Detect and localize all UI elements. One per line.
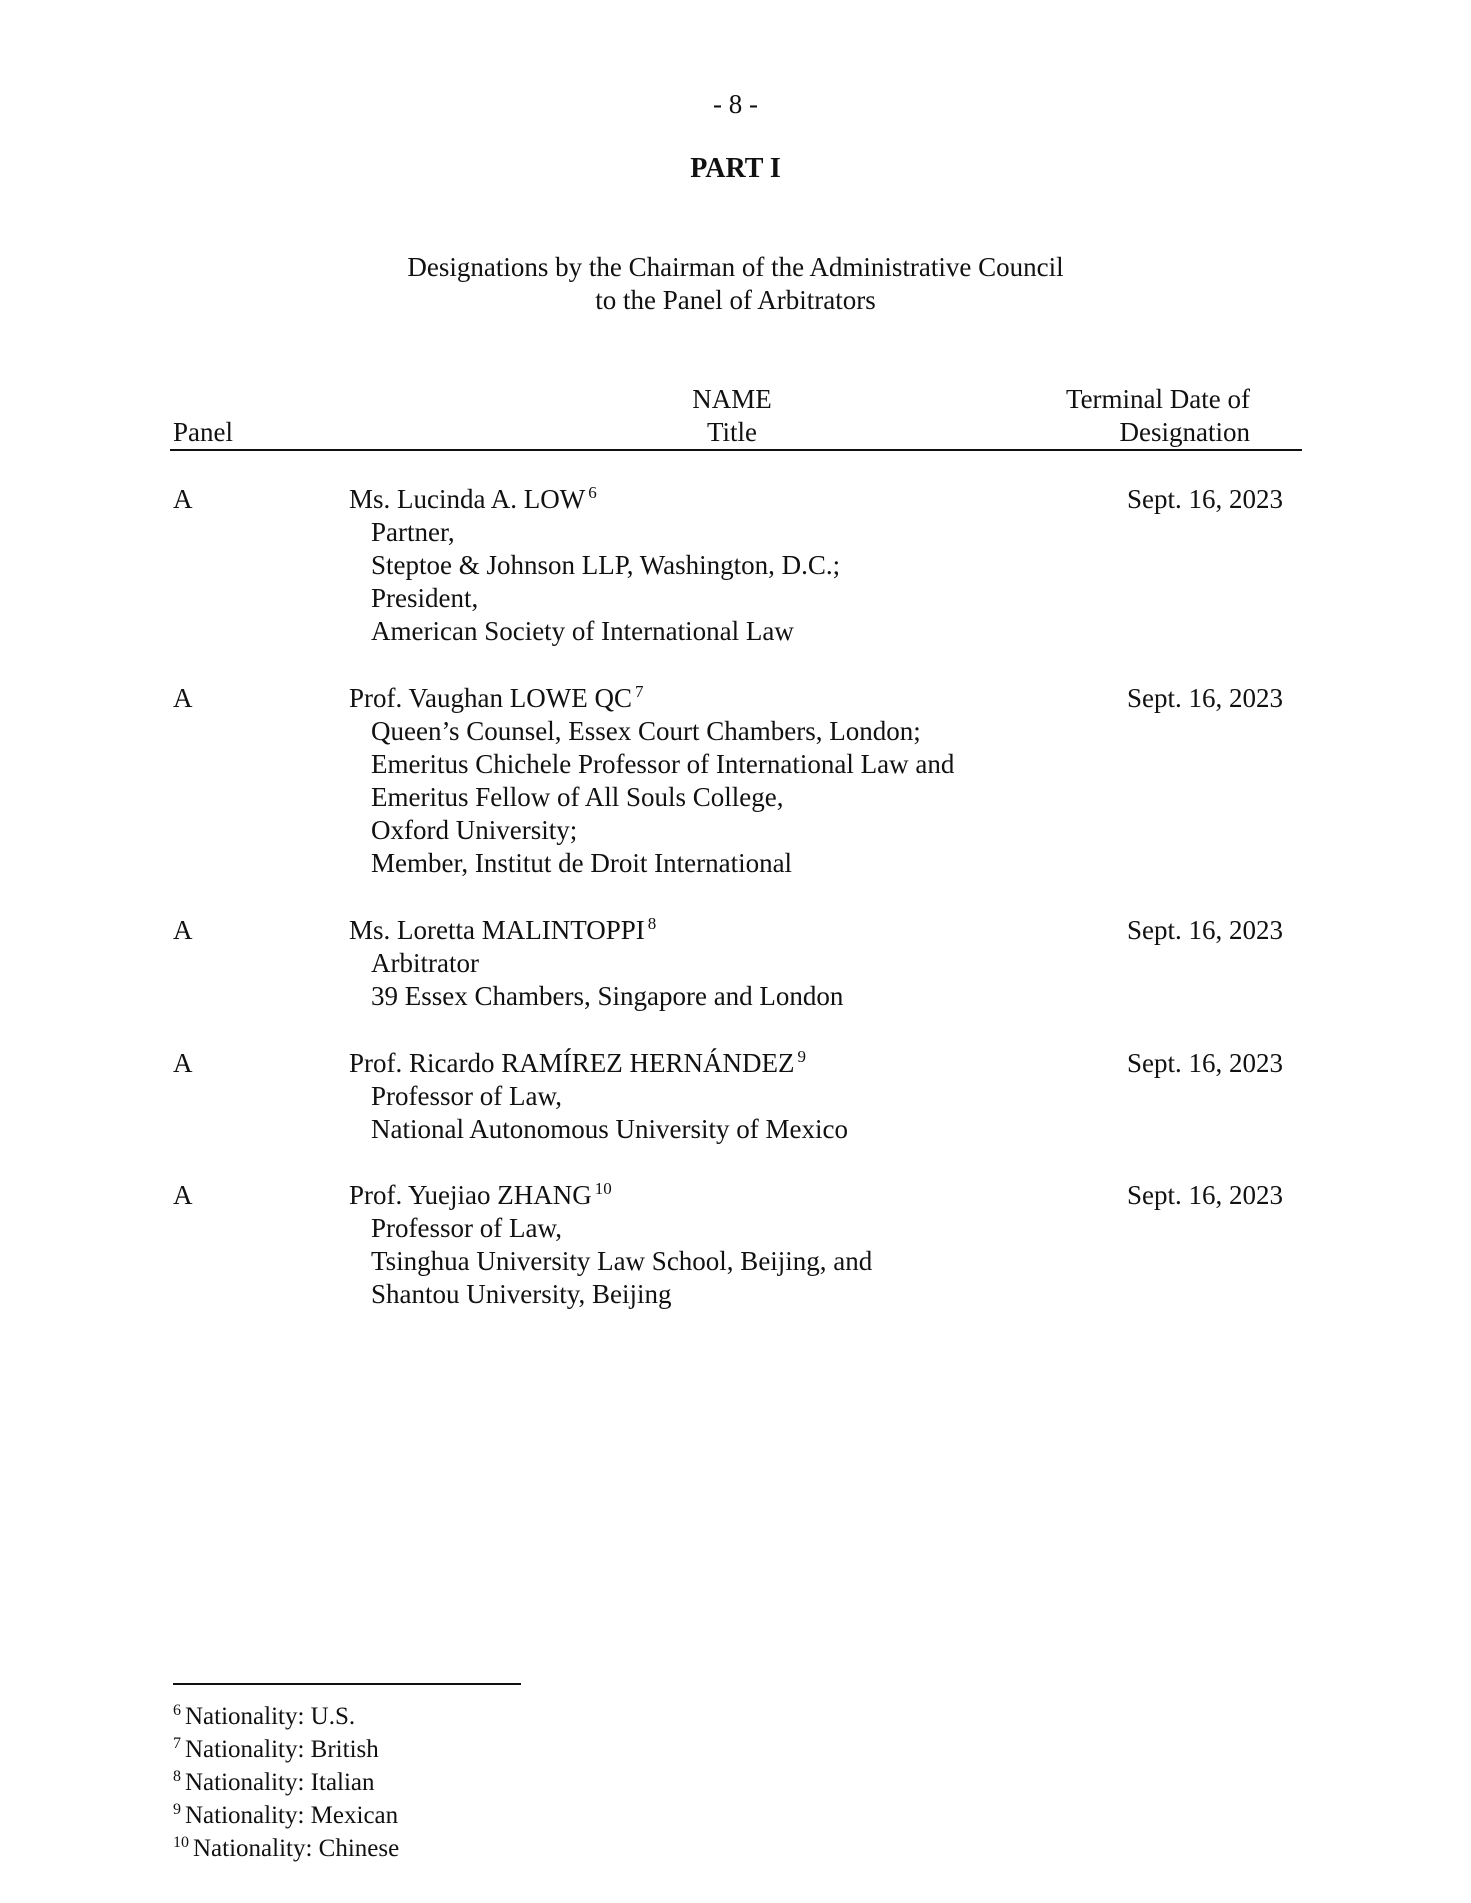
footnote-ref: 9 <box>797 1047 806 1066</box>
page-number: - 8 - <box>713 89 758 119</box>
footnote <box>173 1700 399 1733</box>
entry-title-line: Oxford University; <box>371 815 578 845</box>
footnote <box>173 1799 399 1832</box>
entry-title-lines <box>371 1080 848 1146</box>
footnote-number: 6 <box>173 1702 181 1719</box>
column-header-name: NAME <box>692 384 772 414</box>
footnote-separator <box>173 1683 521 1685</box>
subtitle-line-2: to the Panel of Arbitrators <box>595 285 876 315</box>
entry-title-line: President, <box>371 583 479 613</box>
entry-title-line: Shantou University, Beijing <box>371 1279 672 1309</box>
entry-title-line: Emeritus Chichele Professor of International Law and <box>371 749 955 779</box>
entry-name <box>349 914 656 950</box>
entry-panel: A <box>173 683 193 713</box>
entry-name <box>349 1047 806 1083</box>
column-header-title: Title <box>706 417 758 447</box>
entry-title-lines <box>371 1212 872 1311</box>
entry-date: Sept. 16, 2023 <box>1126 484 1283 514</box>
subtitle-line-1: Designations by the Chairman of the Administrative Council <box>407 252 1064 282</box>
footnotes <box>173 1700 399 1865</box>
footnote <box>173 1832 399 1865</box>
entry-title-line: American Society of International Law <box>371 616 794 646</box>
column-header-designation: Designation <box>1119 417 1250 447</box>
header-rule <box>170 449 1302 451</box>
entry-date: Sept. 16, 2023 <box>1126 683 1283 713</box>
entry-title-line: Member, Institut de Droit International <box>371 848 793 878</box>
entry-name-text: Prof. Ricardo RAMÍREZ HERNÁNDEZ <box>349 1048 795 1078</box>
column-header-panel: Panel <box>173 417 233 447</box>
entry-title-line: Queen’s Counsel, Essex Court Chambers, London; <box>371 716 921 746</box>
entry-title-lines <box>371 516 840 648</box>
entry-date: Sept. 16, 2023 <box>1126 1180 1283 1210</box>
entry-date: Sept. 16, 2023 <box>1126 915 1283 945</box>
entry-title-line: Professor of Law, <box>371 1213 562 1243</box>
entry-name-text: Prof. Yuejiao ZHANG <box>349 1180 592 1210</box>
part-title: PART I <box>690 153 781 184</box>
footnote-ref: 6 <box>588 483 597 502</box>
entry-title-line: Steptoe & Johnson LLP, Washington, D.C.; <box>371 550 841 580</box>
entry-panel: A <box>173 1180 193 1210</box>
entry-title-line: Tsinghua University Law School, Beijing, and <box>371 1246 873 1276</box>
footnote <box>173 1733 399 1766</box>
entry-title-line: Arbitrator <box>371 948 479 978</box>
entry-name-text: Prof. Vaughan LOWE QC <box>349 683 632 713</box>
footnote-number: 8 <box>173 1768 181 1785</box>
column-header-terminal-date: Terminal Date of <box>1065 384 1250 414</box>
entry-name <box>349 483 597 519</box>
entry-date: Sept. 16, 2023 <box>1126 1048 1283 1078</box>
entry-name <box>349 1179 612 1215</box>
entry-name-text: Ms. Lucinda A. LOW <box>349 484 586 514</box>
entry-title-line: Partner, <box>371 517 455 547</box>
entry-name <box>349 682 643 718</box>
footnote-text: Nationality: Mexican <box>185 1802 399 1829</box>
footnote-text: Nationality: Chinese <box>193 1835 400 1862</box>
footnote-ref: 8 <box>647 914 657 933</box>
footnote-text: Nationality: U.S. <box>185 1703 356 1730</box>
entry-panel: A <box>173 484 193 514</box>
entry-title-line: Emeritus Fellow of All Souls College, <box>371 782 784 812</box>
entry-panel: A <box>173 915 193 945</box>
entry-title-line: National Autonomous University of Mexico <box>371 1114 848 1144</box>
footnote-text: Nationality: British <box>185 1736 379 1763</box>
entry-name-text: Ms. Loretta MALINTOPPI <box>349 915 645 945</box>
entry-title-lines <box>371 947 843 1013</box>
footnote-number: 9 <box>173 1801 181 1818</box>
footnote-ref: 7 <box>634 682 644 701</box>
footnote-text: Nationality: Italian <box>185 1769 375 1796</box>
footnote <box>173 1766 399 1799</box>
entry-panel: A <box>173 1048 193 1078</box>
entry-title-lines <box>371 715 954 880</box>
footnote-number: 7 <box>173 1735 181 1752</box>
footnote-number: 10 <box>173 1834 189 1851</box>
footnote-ref: 10 <box>594 1179 612 1198</box>
entry-title-line: 39 Essex Chambers, Singapore and London <box>371 981 844 1011</box>
entry-title-line: Professor of Law, <box>371 1081 562 1111</box>
